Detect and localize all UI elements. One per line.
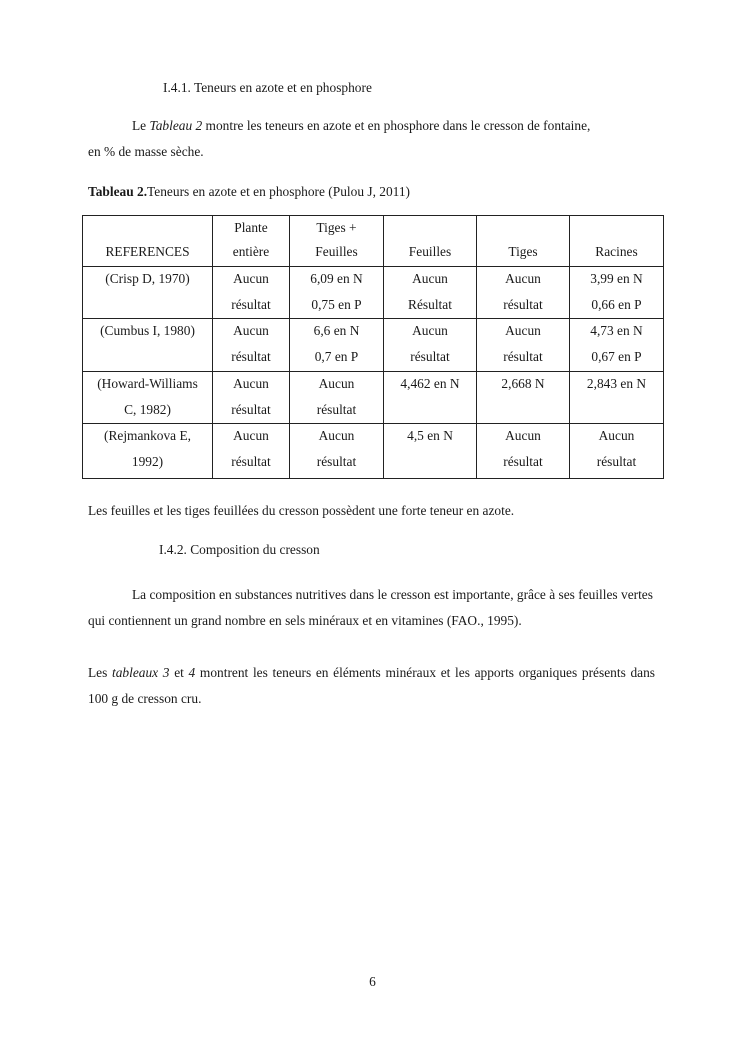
intro-text-post: montre les teneurs en azote et en phosphore dans le cresson de fontaine,	[202, 118, 591, 133]
table-cell: Aucun résultat	[213, 424, 290, 479]
table-cell: Aucun résultat	[213, 319, 290, 372]
table-row	[83, 424, 664, 479]
table-cell: 6,6 en N 0,7 en P	[290, 319, 384, 372]
table-cell: (Cumbus I, 1980)	[83, 319, 213, 372]
table-row	[83, 319, 664, 372]
header-cell-racines: Racines	[570, 216, 664, 267]
table-cell: 3,99 en N 0,66 en P	[570, 267, 664, 319]
table-cell: 4,73 en N 0,67 en P	[570, 319, 664, 372]
tables-intro-pre: Les	[88, 665, 113, 680]
intro-paragraph-line-1	[132, 118, 590, 134]
table-caption	[88, 184, 410, 200]
tables-intro-paragraph	[88, 660, 655, 712]
tables-ref-4: 4	[188, 665, 196, 680]
table-header-row	[83, 216, 664, 267]
table-cell: 2,843 en N	[570, 372, 664, 424]
table-cell: Aucun résultat	[213, 372, 290, 424]
table-cell: (Crisp D, 1970)	[83, 267, 213, 319]
tables-intro-mid: et	[169, 665, 189, 680]
composition-paragraph: La composition en substances nutritives dans le cresson est importante, grâce à ses feuilles vertes qui contiennent un grand nombre en sels minéraux et en vitamines (FAO., 1995).	[88, 587, 653, 628]
table-cell: Aucun résultat	[477, 267, 570, 319]
table-cell: Aucun résultat	[570, 424, 664, 479]
table-cell: 4,5 en N	[384, 424, 477, 479]
tables-intro-post: montrent les teneurs en éléments minéraux et les apports organiques présents dans 100 g de cresson cru.	[88, 665, 656, 706]
table-cell: Aucun résultat	[477, 424, 570, 479]
header-cell-references: REFERENCES	[83, 216, 213, 267]
table-cell: Aucun Résultat	[384, 267, 477, 319]
intro-paragraph-line-2: en % de masse sèche.	[88, 144, 204, 159]
page-number: 6	[369, 974, 376, 989]
header-cell-plante-entiere: Plante entière	[213, 216, 290, 267]
table-cell: 4,462 en N	[384, 372, 477, 424]
table-cell: (Howard-Williams C, 1982)	[83, 372, 213, 424]
table-cell: Aucun résultat	[290, 372, 384, 424]
intro-table-ref: Tableau 2	[149, 118, 203, 133]
table-cell: Aucun résultat	[384, 319, 477, 372]
table-cell: Aucun résultat	[213, 267, 290, 319]
nutrient-table	[82, 215, 664, 479]
table-cell: Aucun résultat	[290, 424, 384, 479]
table-caption-text: Teneurs en azote et en phosphore (Pulou J, 2011)	[147, 184, 411, 199]
table-cell: 6,09 en N 0,75 en P	[290, 267, 384, 319]
table-cell: (Rejmankova E, 1992)	[83, 424, 213, 479]
header-cell-feuilles: Feuilles	[384, 216, 477, 267]
table-caption-label: Tableau 2.	[88, 184, 148, 199]
section-heading-2: I.4.2. Composition du cresson	[159, 542, 320, 557]
after-table-paragraph: Les feuilles et les tiges feuillées du cresson possèdent une forte teneur en azote.	[88, 503, 515, 518]
table-row	[83, 372, 664, 424]
table-row	[83, 267, 664, 319]
header-cell-tiges-feuilles: Tiges + Feuilles	[290, 216, 384, 267]
table-cell: 2,668 N	[477, 372, 570, 424]
section-heading-1: I.4.1. Teneurs en azote et en phosphore	[163, 80, 372, 95]
header-cell-tiges: Tiges	[477, 216, 570, 267]
table-cell: Aucun résultat	[477, 319, 570, 372]
tables-ref-3: tableaux 3	[112, 665, 170, 680]
intro-text-pre: Le	[132, 118, 150, 133]
